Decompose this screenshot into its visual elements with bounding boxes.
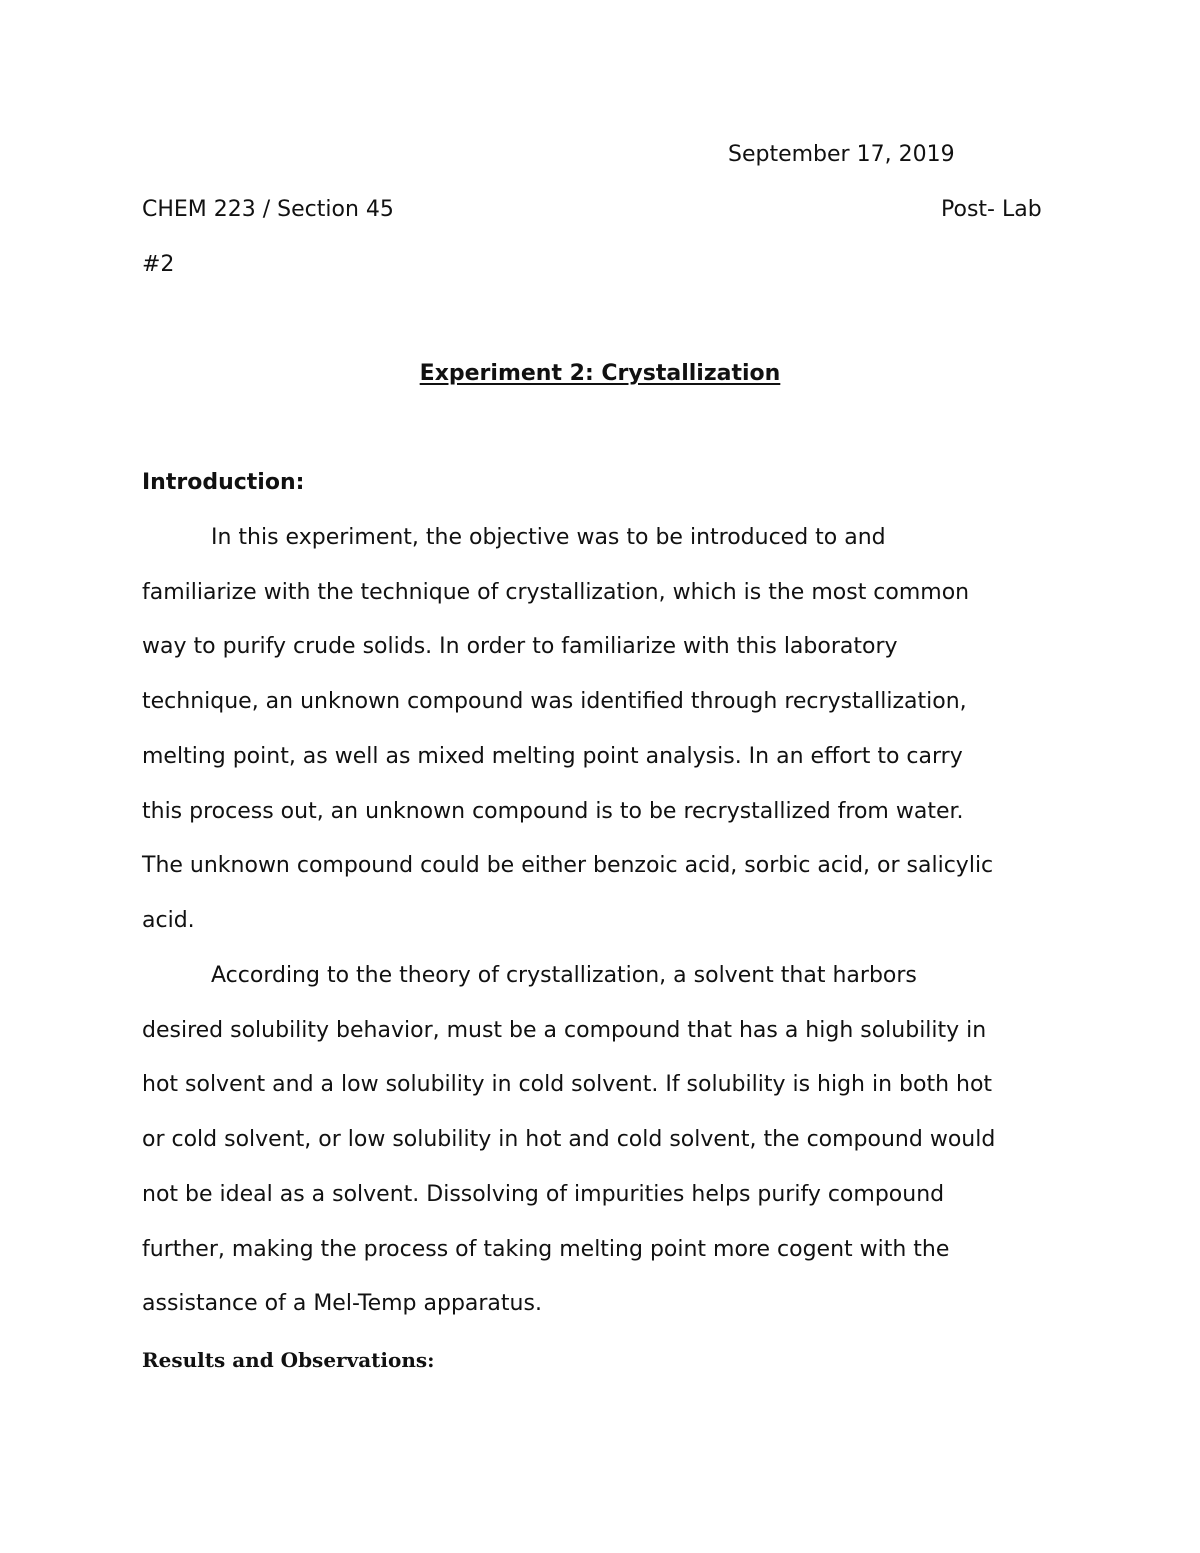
introduction-paragraph-1: [142, 511, 1062, 949]
paragraph-line: In this experiment, the objective was to be introduced to and: [211, 525, 886, 550]
paragraph-line: this process out, an unknown compound is to be recrystallized from water.: [142, 798, 964, 824]
paragraph-line: not be ideal as a solvent. Dissolving of impurities helps purify compound: [142, 1181, 945, 1207]
document-title: [0, 359, 1200, 389]
results-heading: Results and Observations:: [142, 1348, 435, 1372]
document-title-text: Experiment 2: Crystallization: [419, 361, 781, 386]
paragraph-line: technique, an unknown compound was identified through recrystallization,: [142, 689, 967, 715]
lab-number: #2: [142, 252, 175, 277]
paragraph-line: desired solubility behavior, must be a compound that has a high solubility in: [142, 1017, 987, 1043]
course-section: CHEM 223 / Section 45: [142, 197, 394, 222]
paragraph-line: acid.: [142, 907, 195, 933]
paragraph-line: hot solvent and a low solubility in cold solvent. If solubility is high in both hot: [142, 1072, 993, 1098]
paragraph-line: melting point, as well as mixed melting point analysis. In an effort to carry: [142, 743, 963, 769]
introduction-heading: Introduction:: [142, 470, 305, 495]
introduction-paragraph-2: [142, 949, 1062, 1332]
paragraph-line: familiarize with the technique of crystallization, which is the most common: [142, 579, 970, 605]
post-lab-label: Post- Lab: [941, 197, 1042, 222]
paragraph-line: or cold solvent, or low solubility in hot and cold solvent, the compound would: [142, 1127, 996, 1153]
paragraph-line: According to the theory of crystallization, a solvent that harbors: [211, 963, 917, 988]
paragraph-line: further, making the process of taking melting point more cogent with the: [142, 1236, 950, 1262]
document-date: September 17, 2019: [728, 142, 955, 167]
paragraph-line: way to purify crude solids. In order to familiarize with this laboratory: [142, 634, 898, 660]
paragraph-line: assistance of a Mel-Temp apparatus.: [142, 1291, 542, 1317]
paragraph-line: The unknown compound could be either benzoic acid, sorbic acid, or salicylic: [142, 853, 994, 879]
